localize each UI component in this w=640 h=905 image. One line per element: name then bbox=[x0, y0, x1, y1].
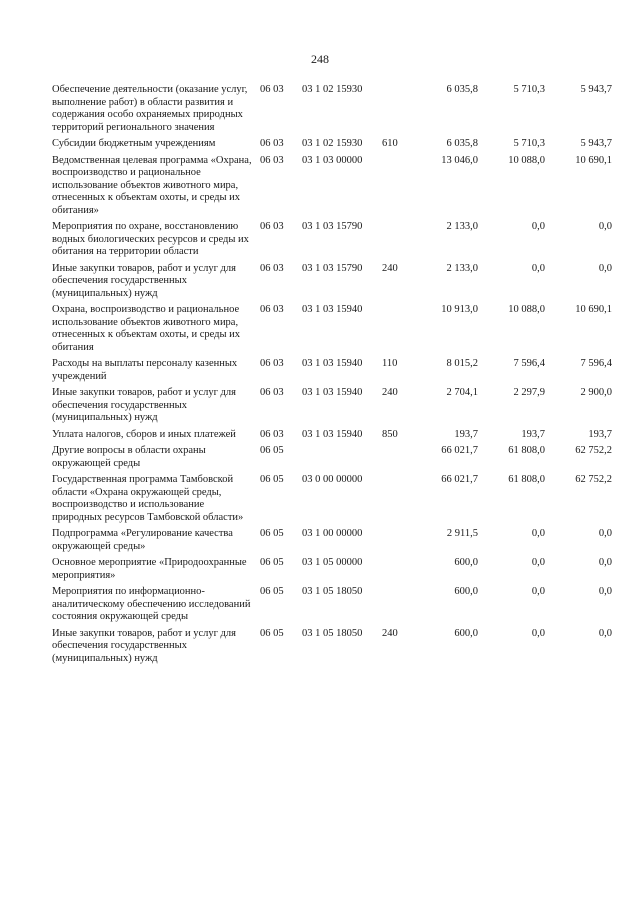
table-body bbox=[52, 84, 612, 669]
row-value-year-3: 10 690,1 bbox=[575, 304, 612, 315]
row-value-year-3: 2 900,0 bbox=[580, 387, 612, 398]
row-value-year-2: 0,0 bbox=[531, 262, 545, 274]
row-name: Основное мероприятие «Природоохранные мероприятия» bbox=[52, 557, 247, 581]
table-row bbox=[52, 84, 612, 138]
row-value-year-3: 62 752,2 bbox=[575, 474, 612, 485]
row-name: Иные закупки товаров, работ и услуг для обеспечения государственных (муниципальных) нужд bbox=[52, 627, 236, 664]
row-value-year-3: 0,0 bbox=[598, 221, 612, 232]
row-section-code: 06 03 bbox=[260, 358, 284, 369]
table-row bbox=[52, 586, 612, 628]
row-value-year-1: 2 911,5 bbox=[446, 528, 478, 539]
row-target-code: 03 1 00 00000 bbox=[302, 528, 363, 539]
row-name: Подпрограмма «Регулирование качества окружающей среды» bbox=[52, 528, 233, 552]
row-value-year-2: 0,0 bbox=[531, 557, 545, 568]
row-value-year-3: 5 943,7 bbox=[580, 138, 612, 149]
row-value-year-1: 2 133,0 bbox=[446, 221, 478, 232]
row-name: Обеспечение деятельности (оказание услуг, выполнение работ) в области развития и содержания особо охраняемых природных территорий регионального значения bbox=[52, 84, 248, 133]
table-row bbox=[52, 155, 612, 222]
row-target-code: 03 1 03 00000 bbox=[302, 154, 363, 166]
row-value-year-3: 0,0 bbox=[598, 586, 612, 597]
row-section-code: 06 03 bbox=[260, 138, 284, 149]
row-expense-code: 240 bbox=[382, 262, 398, 274]
row-name: Мероприятия по информационно-аналитическому обеспечению исследований состояния окружающей среды bbox=[52, 586, 251, 622]
row-expense-code bbox=[380, 84, 406, 138]
row-value-year-3: 5 943,7 bbox=[580, 84, 612, 95]
row-value-year-3: 0,0 bbox=[598, 557, 612, 568]
row-target-code: 03 1 05 00000 bbox=[302, 557, 363, 568]
row-value-year-3: 0,0 bbox=[598, 627, 612, 639]
row-target-code: 03 1 03 15790 bbox=[302, 262, 363, 274]
row-value-year-2: 5 710,3 bbox=[513, 84, 545, 95]
row-value-year-1: 600,0 bbox=[454, 586, 478, 597]
table-row bbox=[52, 304, 612, 358]
row-value-year-2: 0,0 bbox=[531, 528, 545, 539]
table-row bbox=[52, 387, 612, 429]
row-target-code: 03 1 03 15940 bbox=[302, 428, 363, 440]
row-value-year-1: 66 021,7 bbox=[441, 445, 478, 456]
row-section-code: 06 05 bbox=[260, 528, 284, 539]
row-value-year-1: 66 021,7 bbox=[441, 474, 478, 485]
row-value-year-2: 61 808,0 bbox=[508, 474, 545, 485]
row-expense-code: 610 bbox=[382, 138, 398, 149]
table-row bbox=[52, 221, 612, 263]
row-value-year-3: 62 752,2 bbox=[575, 445, 612, 456]
row-value-year-1: 10 913,0 bbox=[441, 304, 478, 315]
row-value-year-1: 600,0 bbox=[454, 627, 478, 639]
row-section-code: 06 03 bbox=[260, 262, 284, 274]
table-row bbox=[52, 557, 612, 586]
row-value-year-1: 8 015,2 bbox=[446, 358, 478, 369]
row-name: Охрана, воспроизводство и рациональное использование объектов животного мира, отнесенных к объектам охоты, и среды их обитания bbox=[52, 304, 241, 353]
row-section-code: 06 05 bbox=[260, 627, 284, 639]
table-row bbox=[52, 474, 612, 528]
row-expense-code: 850 bbox=[382, 428, 398, 440]
row-value-year-1: 13 046,0 bbox=[441, 154, 478, 166]
row-value-year-2: 0,0 bbox=[531, 221, 545, 232]
row-name: Другие вопросы в области охраны окружающей среды bbox=[52, 445, 206, 469]
row-section-code: 06 05 bbox=[260, 586, 284, 597]
row-value-year-1: 6 035,8 bbox=[446, 138, 478, 149]
row-value-year-3: 7 596,4 bbox=[580, 358, 612, 369]
row-target-code: 03 1 02 15930 bbox=[302, 84, 363, 95]
row-target-code: 03 1 05 18050 bbox=[302, 627, 363, 639]
row-name: Субсидии бюджетным учреждениям bbox=[52, 138, 216, 149]
row-name: Ведомственная целевая программа «Охрана, воспроизводство и рациональное использование объектов животного мира, отнесенных к объектам охоты, и среды их обитания» bbox=[52, 154, 252, 216]
table-row bbox=[52, 358, 612, 387]
row-value-year-2: 193,7 bbox=[521, 428, 545, 440]
row-expense-code bbox=[380, 586, 406, 628]
row-name: Иные закупки товаров, работ и услуг для обеспечения государственных (муниципальных) нужд bbox=[52, 262, 236, 299]
row-section-code: 06 05 bbox=[260, 474, 284, 485]
row-value-year-2: 7 596,4 bbox=[513, 358, 545, 369]
row-target-code: 03 1 03 15940 bbox=[302, 304, 363, 315]
row-section-code: 06 05 bbox=[260, 557, 284, 568]
row-expense-code bbox=[380, 474, 406, 528]
row-target-code: 03 1 03 15790 bbox=[302, 221, 363, 232]
row-section-code: 06 03 bbox=[260, 221, 284, 232]
row-name: Иные закупки товаров, работ и услуг для обеспечения государственных (муниципальных) нужд bbox=[52, 387, 236, 423]
page-number: 248 bbox=[311, 52, 329, 66]
table-row bbox=[52, 263, 612, 305]
row-value-year-3: 10 690,1 bbox=[575, 154, 612, 166]
row-value-year-1: 2 704,1 bbox=[446, 387, 478, 398]
row-value-year-3: 0,0 bbox=[598, 528, 612, 539]
row-target-code: 03 0 00 00000 bbox=[302, 474, 363, 485]
row-value-year-1: 193,7 bbox=[454, 428, 478, 440]
row-value-year-2: 5 710,3 bbox=[513, 138, 545, 149]
table-row bbox=[52, 429, 612, 446]
row-section-code: 06 03 bbox=[260, 154, 284, 166]
row-expense-code bbox=[380, 221, 406, 263]
row-name: Уплата налогов, сборов и иных платежей bbox=[52, 428, 236, 440]
row-name: Расходы на выплаты персоналу казенных учреждений bbox=[52, 358, 238, 382]
row-target-code: 03 1 05 18050 bbox=[302, 586, 363, 597]
row-expense-code: 240 bbox=[382, 627, 398, 639]
row-value-year-1: 2 133,0 bbox=[446, 262, 478, 274]
row-expense-code: 240 bbox=[382, 387, 398, 398]
row-section-code: 06 03 bbox=[260, 428, 284, 440]
table-row bbox=[52, 445, 612, 474]
row-value-year-1: 6 035,8 bbox=[446, 84, 478, 95]
row-value-year-3: 193,7 bbox=[588, 428, 612, 440]
row-value-year-1: 600,0 bbox=[454, 557, 478, 568]
row-section-code: 06 03 bbox=[260, 84, 284, 95]
row-target-code: 03 1 03 15940 bbox=[302, 387, 363, 398]
row-expense-code bbox=[380, 445, 406, 474]
row-expense-code bbox=[380, 557, 406, 586]
row-value-year-2: 10 088,0 bbox=[508, 154, 545, 166]
table-row bbox=[52, 628, 612, 670]
table-row bbox=[52, 528, 612, 557]
row-value-year-2: 2 297,9 bbox=[513, 387, 545, 398]
row-target-code: 03 1 03 15940 bbox=[302, 358, 363, 369]
budget-table bbox=[52, 84, 612, 669]
row-expense-code bbox=[380, 155, 406, 222]
row-name: Государственная программа Тамбовской области «Охрана окружающей среды, воспроизводство и использование природных ресурсов Тамбовской области» bbox=[52, 474, 244, 523]
table-row bbox=[52, 138, 612, 155]
row-expense-code bbox=[380, 528, 406, 557]
row-name: Мероприятия по охране, восстановлению водных биологических ресурсов и среды их обитания на территории области bbox=[52, 221, 249, 257]
row-section-code: 06 03 bbox=[260, 387, 284, 398]
row-value-year-2: 10 088,0 bbox=[508, 304, 545, 315]
row-section-code: 06 05 bbox=[260, 445, 284, 456]
row-value-year-2: 0,0 bbox=[531, 586, 545, 597]
row-expense-code: 110 bbox=[382, 358, 398, 369]
row-expense-code bbox=[380, 304, 406, 358]
row-value-year-3: 0,0 bbox=[598, 262, 612, 274]
row-value-year-2: 61 808,0 bbox=[508, 445, 545, 456]
row-target-code bbox=[300, 445, 380, 474]
row-value-year-2: 0,0 bbox=[531, 627, 545, 639]
row-target-code: 03 1 02 15930 bbox=[302, 138, 363, 149]
row-section-code: 06 03 bbox=[260, 304, 284, 315]
